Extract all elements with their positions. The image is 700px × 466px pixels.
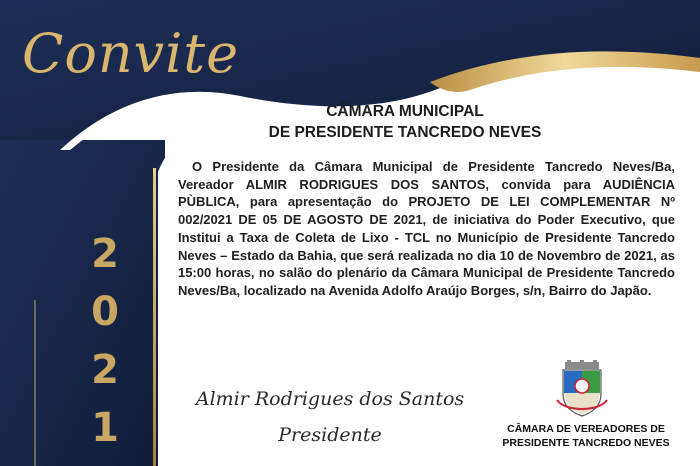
council-name (486, 422, 686, 450)
header-line-2: DE PRESIDENTE TANCREDO NEVES (268, 124, 542, 141)
invitation-body: O Presidente da Câmara Municipal de Presidente Tancredo Neves/Ba, Vereador ALMIR RODRIGUES DOS SANTOS, convida para AUDIÊNCIA PÙBLICA, para apresentação do PROJETO DE LEI COMPLEMENTAR Nº 002/2021 DE 05 DE AGOSTO DE 2021, de iniciativa do Poder Executivo, que Institui a Taxa de Coleta de Lixo - TCL no Município de Presidente Tancredo Neves – Estado da Bahia, que será realizada no dia 10 de Novembro de 2021, as 15:00 horas, no salão do plenário da Câmara Municipal de Presidente Tancredo Neves/Ba, localizado na Avenida Adolfo Araújo Borges, s/n, Bairro do Japão. (178, 159, 675, 298)
invitation-title: Convite (22, 22, 240, 85)
document-header (250, 101, 560, 143)
council-line-1: CÂMARA DE VEREADORES DE (507, 423, 665, 435)
year-vertical (80, 225, 130, 457)
year-digit: 1 (91, 405, 119, 451)
council-line-2: PRESIDENTE TANCREDO NEVES (502, 437, 670, 449)
year-digit: 0 (91, 289, 119, 335)
signature-role: Presidente (278, 424, 382, 446)
header-line-1: CÂMARA MUNICIPAL (326, 103, 484, 120)
signature-name: Almir Rodrigues dos Santos (195, 388, 465, 410)
coat-of-arms-icon (555, 360, 609, 418)
year-digit: 2 (91, 347, 119, 393)
year-digit: 2 (91, 231, 119, 277)
